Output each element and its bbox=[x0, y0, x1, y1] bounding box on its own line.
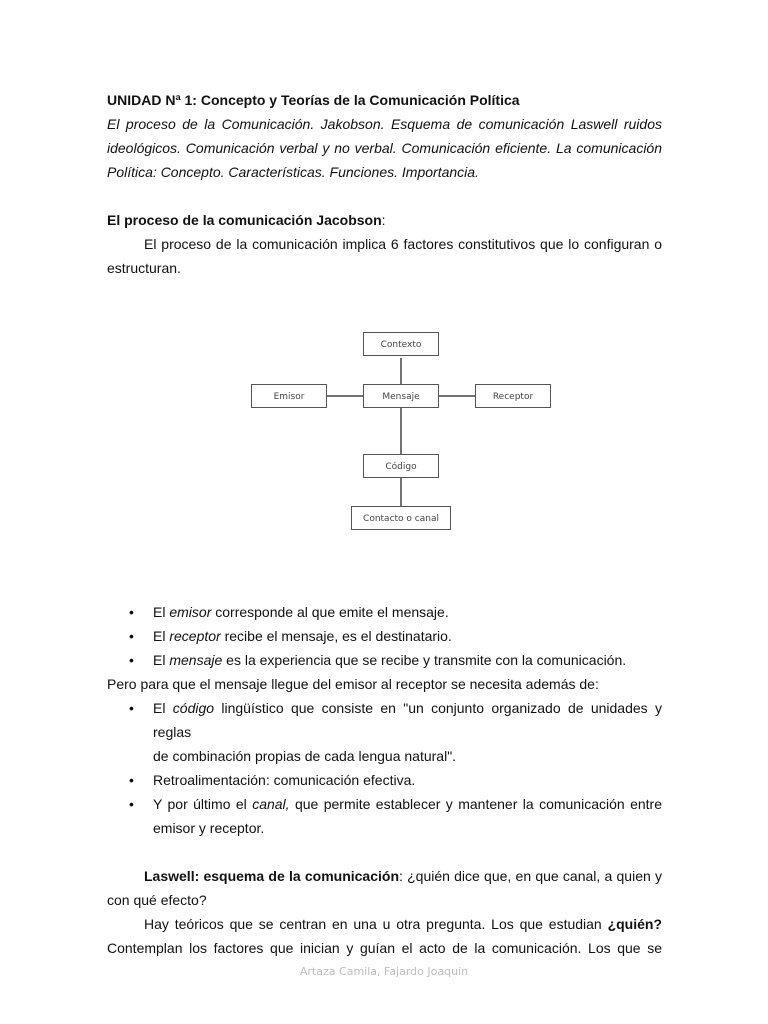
list-item bbox=[153, 792, 662, 840]
list-item-line: • Y por último el canal, que permite establecer y mantener la comunicación entre bbox=[153, 796, 662, 812]
laswell-heading: Laswell: esquema de la comunicación bbox=[144, 868, 399, 884]
diagram-box-mensaje: Mensaje bbox=[363, 384, 439, 408]
factors-list bbox=[107, 600, 662, 672]
jakobson-heading-text: El proceso de la comunicación Jacobson bbox=[107, 212, 382, 228]
document-body bbox=[107, 88, 662, 960]
laswell-line: con qué efecto? bbox=[107, 892, 207, 908]
unit-description-line: El proceso de la Comunicación. Jakobson. Esquema de comunicación Laswell ruidos bbox=[107, 116, 662, 132]
pero-paragraph: Pero para que el mensaje llegue del emisor al receptor se necesita además de: bbox=[107, 676, 599, 692]
list-item-line: emisor y receptor. bbox=[153, 820, 265, 836]
jakobson-intro bbox=[107, 232, 662, 280]
theorists-line: Contemplan los factores que inician y guían el acto de la comunicación. Los que se bbox=[107, 940, 662, 956]
theorists-paragraph bbox=[107, 912, 662, 960]
diagram-box-emisor: Emisor bbox=[251, 384, 327, 408]
list-item bbox=[153, 696, 662, 768]
list-item: • El emisor corresponde al que emite el mensaje. bbox=[153, 600, 662, 624]
theorists-line: Hay teóricos que se centran en una u otra pregunta. Los que estudian ¿quién? bbox=[144, 916, 662, 932]
diagram-box-contexto: Contexto bbox=[363, 332, 439, 356]
jakobson-intro-line: estructuran. bbox=[107, 260, 181, 276]
unit-description-line: Política: Concepto. Características. Funciones. Importancia. bbox=[107, 164, 479, 180]
list-item-line: de combinación propias de cada lengua natural". bbox=[153, 748, 457, 764]
laswell-line: Laswell: esquema de la comunicación: ¿quién dice que, en que canal, a quien y bbox=[144, 868, 663, 884]
diagram-box-codigo: Código bbox=[363, 454, 439, 478]
unit-description bbox=[107, 112, 662, 184]
page-footer: Artaza Camila, Fajardo Joaquin bbox=[299, 965, 469, 978]
jakobson-heading-colon: : bbox=[381, 212, 386, 228]
unit-title: UNIDAD Nª 1: Concepto y Teorías de la Comunicación Política bbox=[107, 92, 520, 108]
list-item: • Retroalimentación: comunicación efectiva. bbox=[153, 768, 662, 792]
jakobson-intro-line: El proceso de la comunicación implica 6 factores constitutivos que lo configuran o bbox=[144, 236, 662, 252]
additional-factors-list bbox=[107, 696, 662, 840]
list-item: • El mensaje es la experiencia que se recibe y transmite con la comunicación. bbox=[153, 648, 662, 672]
jakobson-diagram bbox=[107, 332, 662, 560]
jakobson-heading bbox=[107, 208, 662, 232]
list-item: • El receptor recibe el mensaje, es el destinatario. bbox=[153, 624, 662, 648]
laswell-paragraph bbox=[107, 864, 662, 912]
list-item-line: • El código lingüístico que consiste en "un conjunto organizado de unidades y reglas bbox=[153, 700, 662, 740]
unit-description-line: ideológicos. Comunicación verbal y no verbal. Comunicación eficiente. La comunicación bbox=[107, 140, 662, 156]
diagram-box-receptor: Receptor bbox=[475, 384, 551, 408]
diagram-box-contacto: Contacto o canal bbox=[351, 506, 451, 530]
